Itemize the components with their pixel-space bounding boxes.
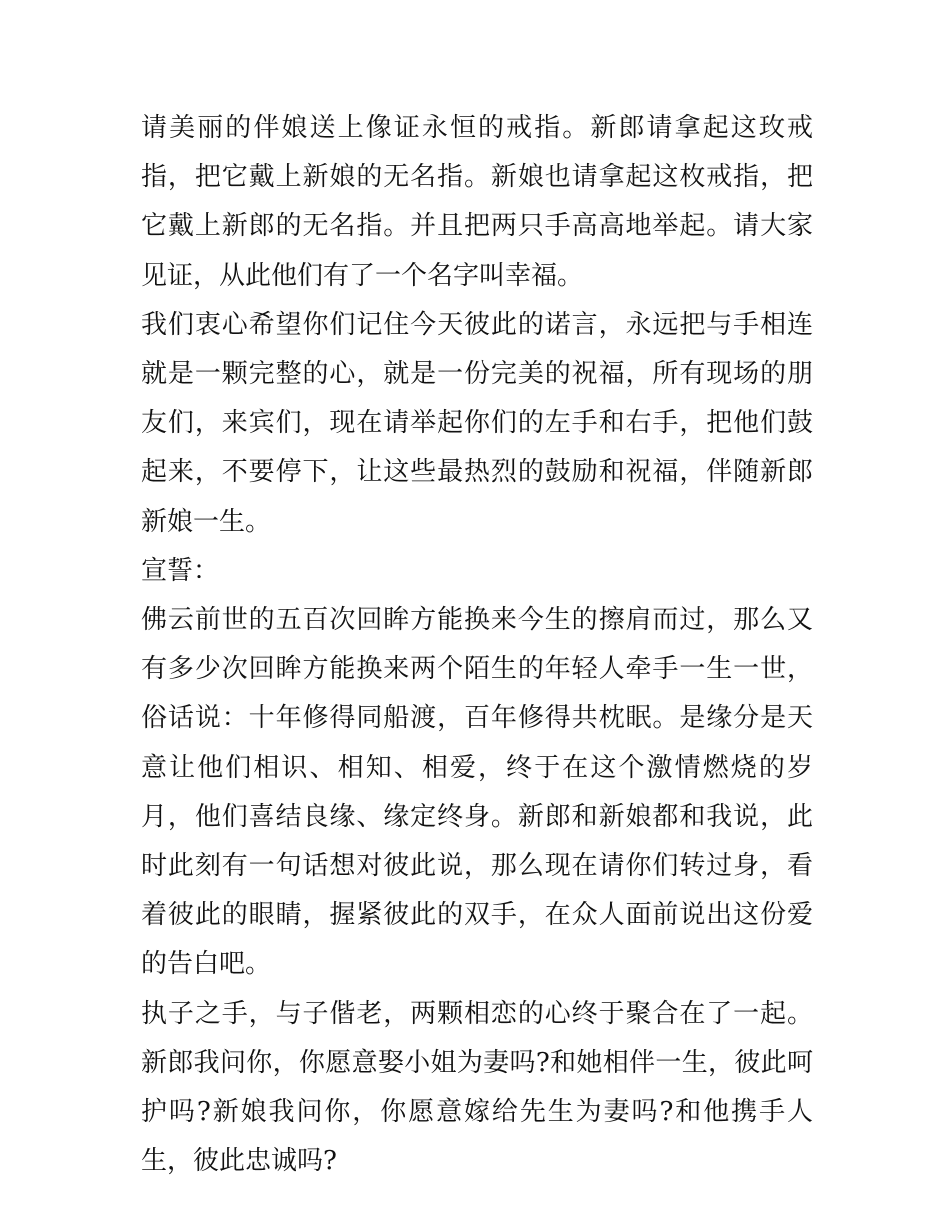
paragraph-ring-exchange: 请美丽的伴娘送上像证永恒的戒指。新郎请拿起这玫戒指，把它戴上新娘的无名指。新娘也请拿起这枚戒指，把它戴上新郎的无名指。并且把两只手高高地举起。请大家见证，从此他们有了一个名字叫幸福。 bbox=[141, 113, 813, 291]
paragraph-fate: 佛云前世的五百次回眸方能换来今生的擦肩而过，那么又有多少次回眸方能换来两个陌生的年轻人牵手一生一世，俗话说：十年修得同船渡，百年修得共枕眠。是缘分是天意让他们相识、相知、相爱，终于在这个激情燃烧的岁月，他们喜结良缘、缘定终身。新郎和新娘都和我说，此时此刻有一句话想对彼此说，那么现在请你们转过身，看着彼此的眼睛，握紧彼此的双手，在众人面前说出这份爱的告白吧。 bbox=[141, 605, 813, 980]
document-body bbox=[141, 104, 813, 1186]
paragraph-vow-questions: 执子之手，与子偕老，两颗相恋的心终于聚合在了一起。新郎我问你，你愿意娶小姐为妻吗?和她相伴一生，彼此呵护吗?新娘我问你，你愿意嫁给先生为妻吗?和他携手人生，彼此忠诚吗? bbox=[141, 998, 813, 1177]
paragraph-blessing: 我们衷心希望你们记住今天彼此的诺言，永远把与手相连就是一颗完整的心，就是一份完美的祝福，所有现场的朋友们，来宾们，现在请举起你们的左手和右手，把他们鼓起来，不要停下，让这些最热烈的鼓励和祝福，伴随新郎新娘一生。 bbox=[141, 309, 813, 537]
paragraph-vow-heading: 宣誓： bbox=[141, 555, 220, 586]
